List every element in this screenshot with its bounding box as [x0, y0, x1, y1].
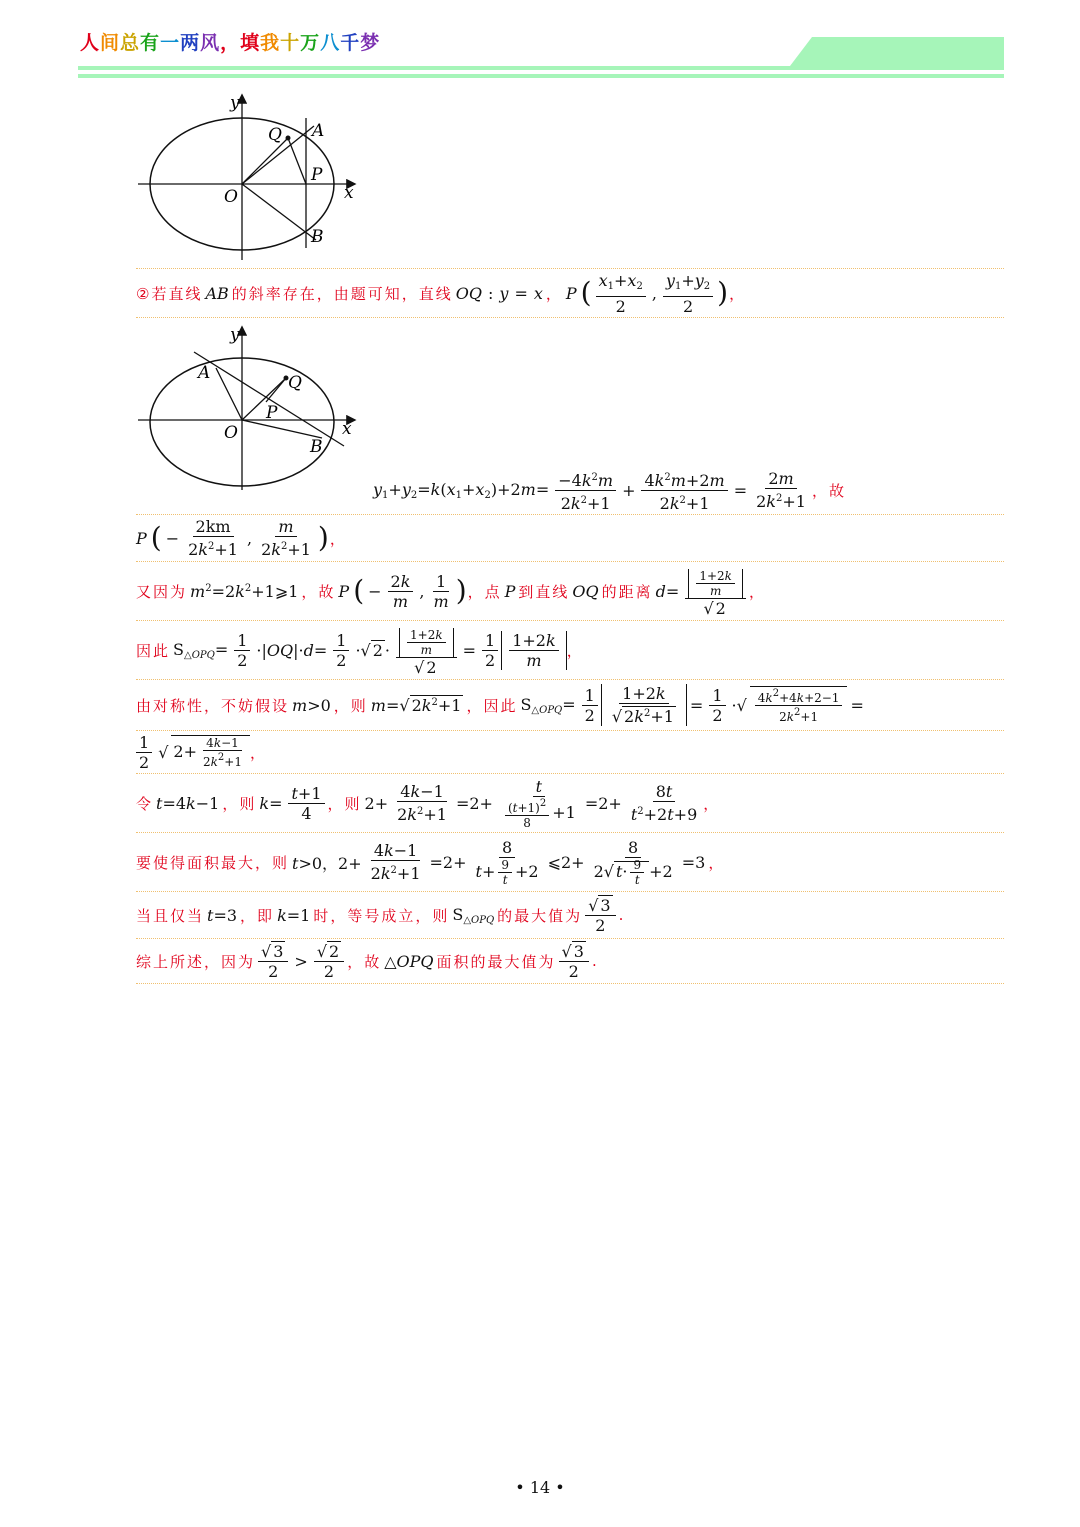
text-segment: ，故	[301, 582, 336, 601]
fig2-label-p: P	[266, 403, 278, 423]
text-segment: 的最大值为	[497, 906, 583, 925]
separator	[136, 891, 1004, 892]
separator	[136, 679, 1004, 680]
slogan-char: 填	[240, 32, 261, 54]
separator	[136, 773, 1004, 774]
solution-line-5: 因此 $S_{\triangle OPQ}=$ $\frac{1}{2}$ ·|OQ|·d= $\frac{1}{2}$ ·√ 2 · $\frac{\frac{1+2k}{m}}{√ 2}$ = $\frac{1}{2}$ $\frac{1+2k}{m}$ ，	[136, 622, 1004, 678]
slogan-char: 梦	[360, 32, 381, 54]
slogan-char: 总	[120, 32, 141, 54]
solution-line-4: 又因为 $m^2=2k^2+1⩾1$ ，故 P ( − $\frac{2k}{m}$ , $\frac{1}{m}$ ) ，点 P 到直线 OQ 的距离 d= $\frac{\frac{1+2k}{m}}{√ 2}$ ，	[136, 563, 1004, 619]
separator	[136, 317, 1004, 318]
text-segment: 面积的最大值为	[436, 952, 556, 971]
ellipse-figure-2	[130, 322, 370, 494]
text-segment: 令	[136, 794, 154, 813]
fig2-label-y: y	[230, 325, 240, 345]
separator	[136, 561, 1004, 562]
text-segment: 综上所述，因为	[136, 952, 256, 971]
slogan-char: 有	[140, 32, 161, 54]
slogan-char: 十	[280, 32, 301, 54]
slogan-char: 一	[160, 32, 181, 54]
solution-line-10: 当且仅当 t=3 ，即 k=1 时，等号成立，则 $S_{\triangle OPQ}$ 的最大值为 $\frac{√ 3}{2}$ .	[136, 895, 626, 935]
solution-line-2: $y_1+y_2=k(x_1+x_2)+2m=$ $\frac{-4k^2m}{2k^2+1}$ + $\frac{4k^2m+2m}{2k^2+1}$ = $\frac{2m}{2k^2+1}$ ，故	[373, 469, 846, 513]
slogan-char: 万	[300, 32, 321, 54]
fig1-label-y: y	[230, 93, 240, 113]
fig1-label-q: Q	[268, 125, 282, 145]
separator	[136, 938, 1004, 939]
text-segment: ，点	[467, 582, 502, 601]
fig1-label-p: P	[311, 165, 323, 185]
slogan-char: 两	[180, 32, 201, 54]
fig2-label-b: B	[310, 437, 323, 457]
slogan-char: 千	[340, 32, 361, 54]
separator	[136, 620, 1004, 621]
solution-line-8: 令 t=4k−1 ，则 k= $\frac{t+1}{4}$ ，则 2+ $\frac{4k-1}{2k^2+1}$ =2+ t $\frac{(t+1)^2}{8}$ +1 =2+ $\frac{8t}{t^2+2t+9}$ ，	[136, 776, 721, 830]
solution-line-11: 综上所述，因为 $\frac{√ 3}{2}$ > $\frac{√ 2}{2}$ ，故 △OPQ 面积的最大值为 $\frac{√ 3}{2}$ .	[136, 941, 599, 981]
fig1-label-o: O	[224, 187, 238, 207]
text-segment: 要使得面积最大，则	[136, 853, 290, 872]
solution-line-7: $\frac{1}{2}$ √ 2+ $\frac{4k-1}{2k^2+1}$ ，	[136, 732, 1004, 772]
ellipse-figure-1	[130, 88, 370, 264]
slogan-char: 我	[260, 32, 281, 54]
text-segment: 到直线	[518, 582, 570, 601]
text-segment: ，因此	[466, 696, 518, 715]
fig2-label-o: O	[224, 423, 238, 443]
math: AB	[205, 283, 229, 303]
text-segment: 的距离	[601, 582, 653, 601]
slogan-char: 人	[80, 32, 101, 54]
separator	[136, 983, 1004, 984]
text-segment: 又因为	[136, 582, 188, 601]
page-number: • 14 •	[515, 1478, 565, 1497]
solution-line-6: 由对称性，不妨假设 m>0 ，则 m=√ $2k^2+1$ ，因此 $S_{\triangle OPQ}=$ $\frac{1}{2}$ $\frac{1+2k}{√ 2k^2+1}$ = $\frac{1}{2}$ ·√ $\frac{4k^2+4k+2-1}{2k^2+1}$ =	[136, 684, 864, 726]
slogan-char: ，	[220, 32, 241, 54]
text-segment: 时，等号成立，则	[313, 906, 450, 925]
text-segment: ②若直线	[136, 284, 203, 303]
separator	[136, 730, 1004, 731]
fig2-label-x: x	[342, 419, 352, 439]
separator	[136, 514, 1004, 515]
separator	[136, 268, 1004, 269]
text-segment: ，则	[327, 794, 362, 813]
text-segment: ，故	[347, 952, 382, 971]
solution-line-1: ②若直线 AB 的斜率存在，由题可知，直线 OQ : y = x ， P ( $\frac{x_1+x_2}{2}$ , $\frac{y_1+y_2}{2}$ ) ，	[136, 270, 747, 316]
fig2-label-a: A	[198, 363, 211, 383]
text-segment: ，故	[811, 481, 846, 500]
text-segment: 因此	[136, 641, 171, 660]
fig1-label-a: A	[312, 121, 325, 141]
text-segment: ，则	[333, 696, 368, 715]
text-segment: 的斜率存在，由题可知，直线	[231, 284, 453, 303]
slogan-char: 八	[320, 32, 341, 54]
slogan-char: 风	[200, 32, 221, 54]
text-segment: 当且仅当	[136, 906, 205, 925]
text-segment: 由对称性，不妨假设	[136, 696, 290, 715]
text-segment: ，即	[240, 906, 275, 925]
header-slogan	[80, 28, 380, 55]
slogan-char: 间	[100, 32, 121, 54]
fig2-label-q: Q	[288, 373, 302, 393]
solution-line-9: 要使得面积最大，则 t>0，2+ $\frac{4k-1}{2k^2+1}$ =2+ 8 t+ $\frac{9}{t}$ +2 ⩽2+ 8 2√ t· $\frac{9}{t}$ +2 =3 ，	[136, 837, 726, 887]
fig1-label-b: B	[311, 227, 324, 247]
text-segment: ，则	[222, 794, 257, 813]
separator	[136, 832, 1004, 833]
solution-line-3: P ( − $\frac{2km}{2k^2+1}$ , $\frac{m}{2k^2+1}$ ) ，	[136, 517, 347, 559]
fig1-label-x: x	[344, 183, 354, 203]
